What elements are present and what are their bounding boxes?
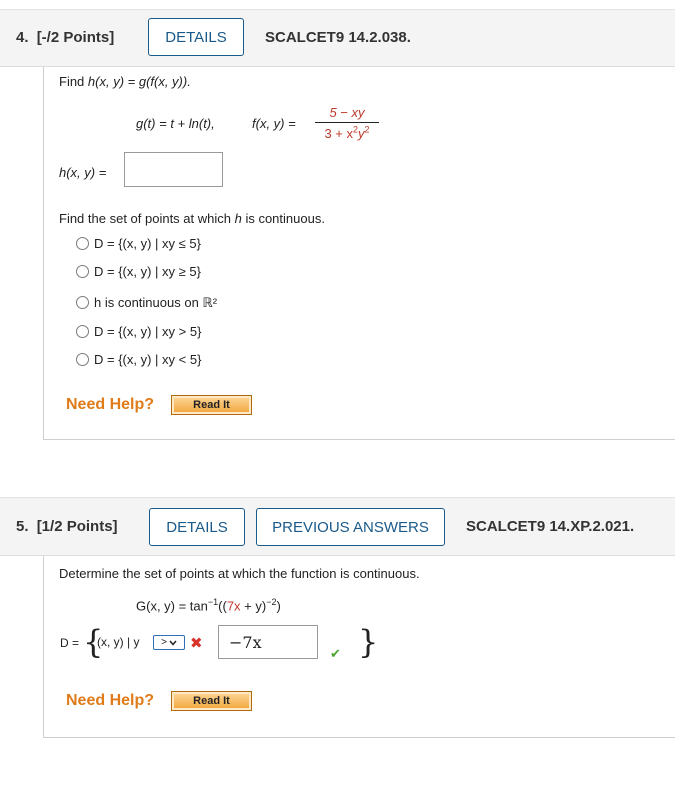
- q4-option-radio-2[interactable]: [76, 265, 89, 278]
- q5-need-help: Need Help?: [66, 692, 155, 709]
- q4-g-definition: g(t) = t + ln(t),: [136, 116, 215, 131]
- q4-number-text: 4.: [16, 29, 29, 46]
- q5-wrong-icon: ✖: [190, 634, 203, 652]
- q4-f-denominator-text: $3 + x^2y^2$: [324, 125, 370, 142]
- q5-left-brace: {: [83, 623, 104, 661]
- q4-need-help: Need Help?: [66, 396, 155, 413]
- q5-details-button[interactable]: [149, 508, 245, 546]
- q4-continuity-prompt-var: h: [234, 211, 242, 226]
- q5-answer-input[interactable]: [218, 625, 318, 659]
- q4-continuity-prompt-pre: Find the set of points at which: [59, 211, 235, 226]
- q4-read-it-label: Read It: [193, 399, 230, 411]
- q4-option-radio-1[interactable]: [76, 237, 89, 250]
- q5-previous-answers-button[interactable]: [256, 508, 445, 546]
- q4-f-denominator: [315, 125, 379, 141]
- q5-details-label: DETAILS: [166, 518, 228, 536]
- q4-option-radio-5[interactable]: [76, 353, 89, 366]
- q5-answer-value: −7x: [229, 632, 262, 652]
- q4-points: [-/2 Points]: [36, 29, 115, 46]
- q4-problem-code: SCALCET9 14.2.038.: [265, 29, 411, 46]
- q4-h-answer-input[interactable]: [124, 152, 223, 187]
- q4-option-label-2[interactable]: D = {(x, y) | xy ≥ 5}: [94, 264, 201, 279]
- q4-f-numerator: [315, 105, 379, 120]
- chevron-down-icon: [169, 640, 177, 646]
- q5-g-close: ): [276, 598, 281, 614]
- q5-g-open: ((: [218, 598, 227, 614]
- q4-continuity-prompt: [59, 211, 325, 226]
- q5-read-it-label: Read It: [193, 695, 230, 707]
- q4-prompt-expr: h(x, y) = g(f(x, y)).: [87, 74, 191, 89]
- q5-correct-icon: ✔: [330, 647, 341, 662]
- q4-option-radio-4[interactable]: [76, 325, 89, 338]
- q4-option-label-1[interactable]: D = {(x, y) | xy ≤ 5}: [94, 236, 201, 251]
- q4-details-button[interactable]: [148, 18, 244, 56]
- q5-g-red: 7x: [226, 598, 241, 614]
- q5-number-text: 5.: [16, 518, 29, 535]
- q5-previous-answers-label: PREVIOUS ANSWERS: [272, 518, 429, 536]
- q5-set-prefix: (x, y) | y: [97, 635, 140, 649]
- q4-f-denominator-base: 3 + x: [324, 126, 353, 142]
- q4-prompt: [59, 74, 191, 89]
- q4-f-label: f(x, y) =: [252, 116, 296, 131]
- q4-f-numerator-text: 5 − xy: [329, 105, 365, 120]
- q4-h-label: h(x, y) =: [59, 165, 107, 180]
- q5-function-definition: [136, 597, 281, 613]
- q4-option-label-5[interactable]: D = {(x, y) | xy < 5}: [94, 352, 202, 367]
- q4-read-it-button[interactable]: [171, 395, 252, 415]
- q5-relation-select-value: >: [161, 637, 167, 648]
- q5-prompt: Determine the set of points at which the function is continuous.: [59, 566, 420, 581]
- q5-number: [16, 518, 118, 535]
- q4-number: [16, 29, 114, 46]
- q4-details-label: DETAILS: [165, 28, 227, 46]
- q5-problem-code: SCALCET9 14.XP.2.021.: [466, 518, 635, 535]
- q5-g-rest: + y): [240, 598, 267, 614]
- q4-option-radio-3[interactable]: [76, 296, 89, 309]
- q5-g-exp: −1: [207, 597, 219, 607]
- q4-prompt-prefix: Find: [59, 74, 88, 89]
- q4-continuity-prompt-post: is continuous.: [241, 211, 325, 226]
- q5-read-it-button[interactable]: [171, 691, 252, 711]
- q5-points: [1/2 Points]: [36, 518, 118, 535]
- q5-g-label: G(x, y) = tan: [136, 598, 208, 614]
- q5-d-label: D =: [60, 636, 80, 650]
- q5-right-brace: }: [358, 623, 379, 661]
- q4-option-label-3[interactable]: h is continuous on ℝ²: [94, 295, 218, 310]
- q5-g-exp2: −2: [266, 597, 277, 607]
- q4-f-fraction-bar: [315, 122, 379, 123]
- q4-option-label-4[interactable]: D = {(x, y) | xy > 5}: [94, 324, 202, 339]
- q5-relation-select[interactable]: [153, 635, 185, 650]
